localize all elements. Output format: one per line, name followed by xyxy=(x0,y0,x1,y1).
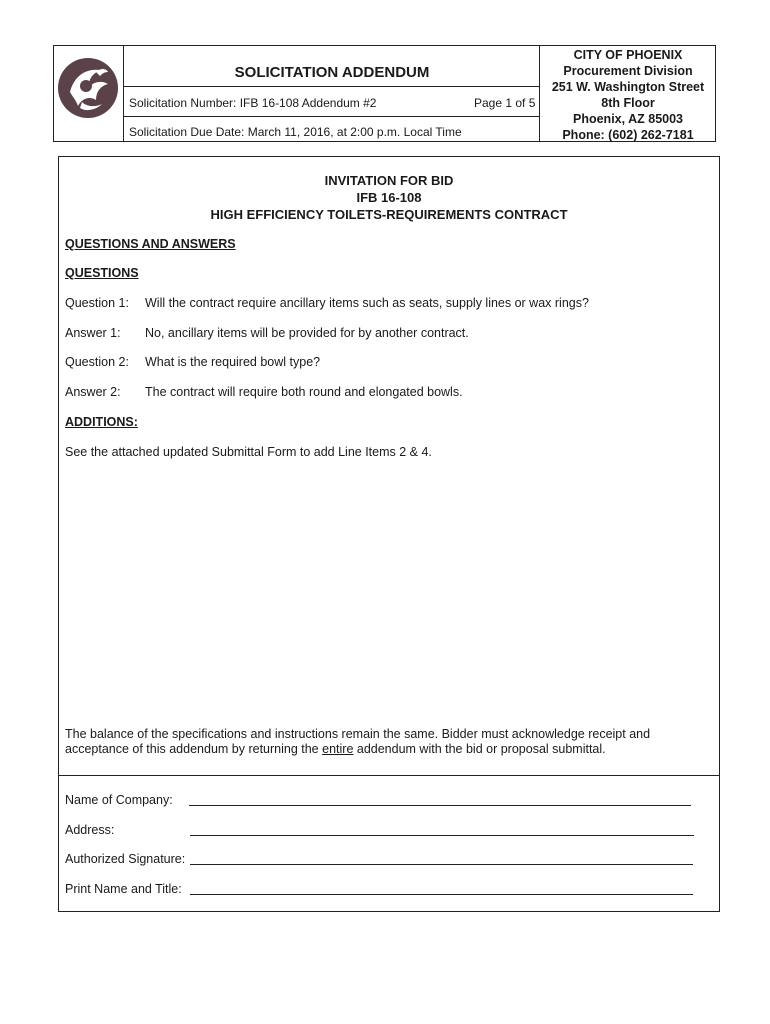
question-label: Question 1: xyxy=(65,296,129,310)
answer-label: Answer 1: xyxy=(65,326,121,340)
company-label: Name of Company: xyxy=(65,793,173,807)
address-line: Phone: (602) 262-7181 xyxy=(562,128,694,142)
address-label: Address: xyxy=(65,823,115,837)
balance-text-line1: The balance of the specifications and instructions remain the same. Bidder must acknowledge receipt and xyxy=(65,727,651,741)
address-field[interactable] xyxy=(190,835,694,836)
questions-heading: QUESTIONS xyxy=(65,266,139,280)
address-line: Procurement Division xyxy=(563,64,693,78)
print-name-field[interactable] xyxy=(190,894,693,895)
balance-text-emphasis: entire xyxy=(322,742,354,756)
logo-cell xyxy=(54,46,124,141)
phoenix-bird-logo-icon xyxy=(56,56,120,120)
additions-heading: ADDITIONS: xyxy=(65,415,138,429)
qa-heading: QUESTIONS AND ANSWERS xyxy=(65,237,236,251)
section-divider xyxy=(59,775,719,776)
city-address-block xyxy=(540,46,716,141)
question-label: Question 2: xyxy=(65,355,129,369)
question-text: What is the required bowl type? xyxy=(145,355,321,369)
title-cell xyxy=(124,46,540,141)
address-line: 8th Floor xyxy=(601,96,655,110)
divider xyxy=(124,86,540,87)
address-line: 251 W. Washington Street xyxy=(551,80,705,94)
page-indicator: Page 1 of 5 xyxy=(474,96,536,110)
divider xyxy=(124,116,540,117)
answer-label: Answer 2: xyxy=(65,385,121,399)
address-line: Phoenix, AZ 85003 xyxy=(573,112,683,126)
signature-field[interactable] xyxy=(190,864,693,865)
solicitation-number: Solicitation Number: IFB 16-108 Addendum #2 xyxy=(129,96,377,110)
due-date: Solicitation Due Date: March 11, 2016, at 2:00 p.m. Local Time xyxy=(129,125,462,139)
address-line: CITY OF PHOENIX xyxy=(573,48,683,62)
additions-text: See the attached updated Submittal Form to add Line Items 2 & 4. xyxy=(65,445,432,459)
question-text: Will the contract require ancillary items such as seats, supply lines or wax rings? xyxy=(145,296,589,310)
page-title: SOLICITATION ADDENDUM xyxy=(234,64,430,81)
addendum-header xyxy=(53,45,716,142)
balance-text-part: acceptance of this addendum by returning the xyxy=(65,742,323,756)
contract-title: HIGH EFFICIENCY TOILETS-REQUIREMENTS CONTRACT xyxy=(210,207,568,222)
answer-text: The contract will require both round and elongated bowls. xyxy=(145,385,463,399)
bid-number: IFB 16-108 xyxy=(356,190,422,205)
addendum-body xyxy=(58,156,720,912)
bid-heading: INVITATION FOR BID xyxy=(324,173,454,188)
answer-text: No, ancillary items will be provided for by another contract. xyxy=(145,326,469,340)
signature-label: Authorized Signature: xyxy=(65,852,186,866)
balance-text-line2 xyxy=(65,742,606,756)
balance-text-part: addendum with the bid or proposal submittal. xyxy=(353,742,606,756)
print-name-label: Print Name and Title: xyxy=(65,882,182,896)
company-field[interactable] xyxy=(189,805,691,806)
